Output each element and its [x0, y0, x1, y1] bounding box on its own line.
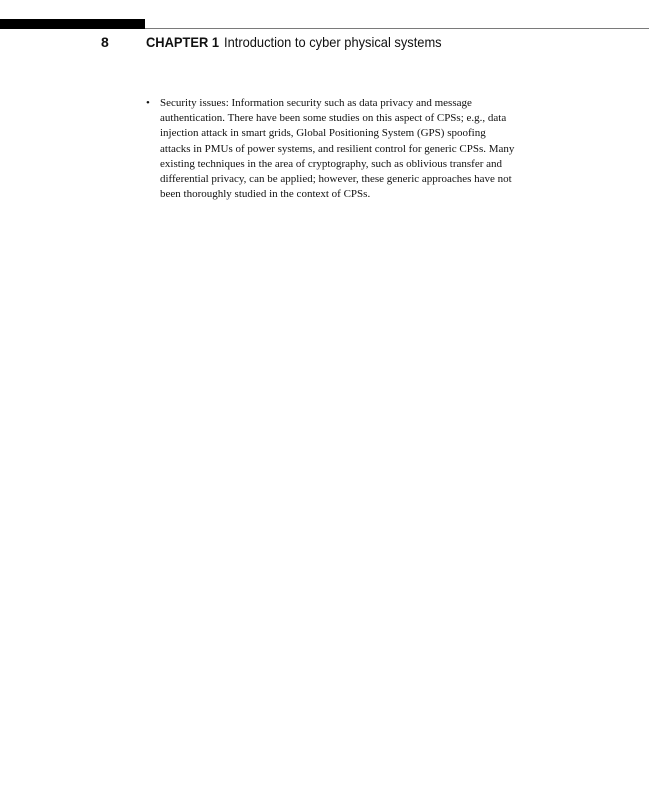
paragraph-line: Security issues: Information security such as data privacy and message	[160, 97, 472, 109]
chapter-title: Introduction to cyber physical systems	[224, 34, 442, 50]
paragraph-line: attacks in PMUs of power systems, and resilient control for generic CPSs. Many	[160, 142, 515, 155]
paragraph-line: authentication. There have been some studies on this aspect of CPSs; e.g., data	[160, 112, 507, 125]
bullet-list	[146, 96, 556, 202]
page-header	[0, 33, 649, 53]
paragraph-line: injection attack in smart grids, Global Positioning System (GPS) spoofing	[160, 127, 486, 140]
chapter-label: CHAPTER 1	[146, 34, 220, 50]
header-black-bar	[0, 19, 145, 29]
paragraph-line: existing techniques in the area of cryptography, such as oblivious transfer and	[160, 157, 503, 170]
bullet-icon: •	[146, 97, 150, 109]
page-number: 8	[101, 34, 109, 50]
paragraph-line: been thoroughly studied in the context of CPSs.	[160, 188, 371, 201]
header-rule	[145, 28, 649, 29]
security-issues-item	[146, 96, 556, 202]
paragraph-line: differential privacy, can be applied; however, these generic approaches have not	[160, 173, 512, 186]
